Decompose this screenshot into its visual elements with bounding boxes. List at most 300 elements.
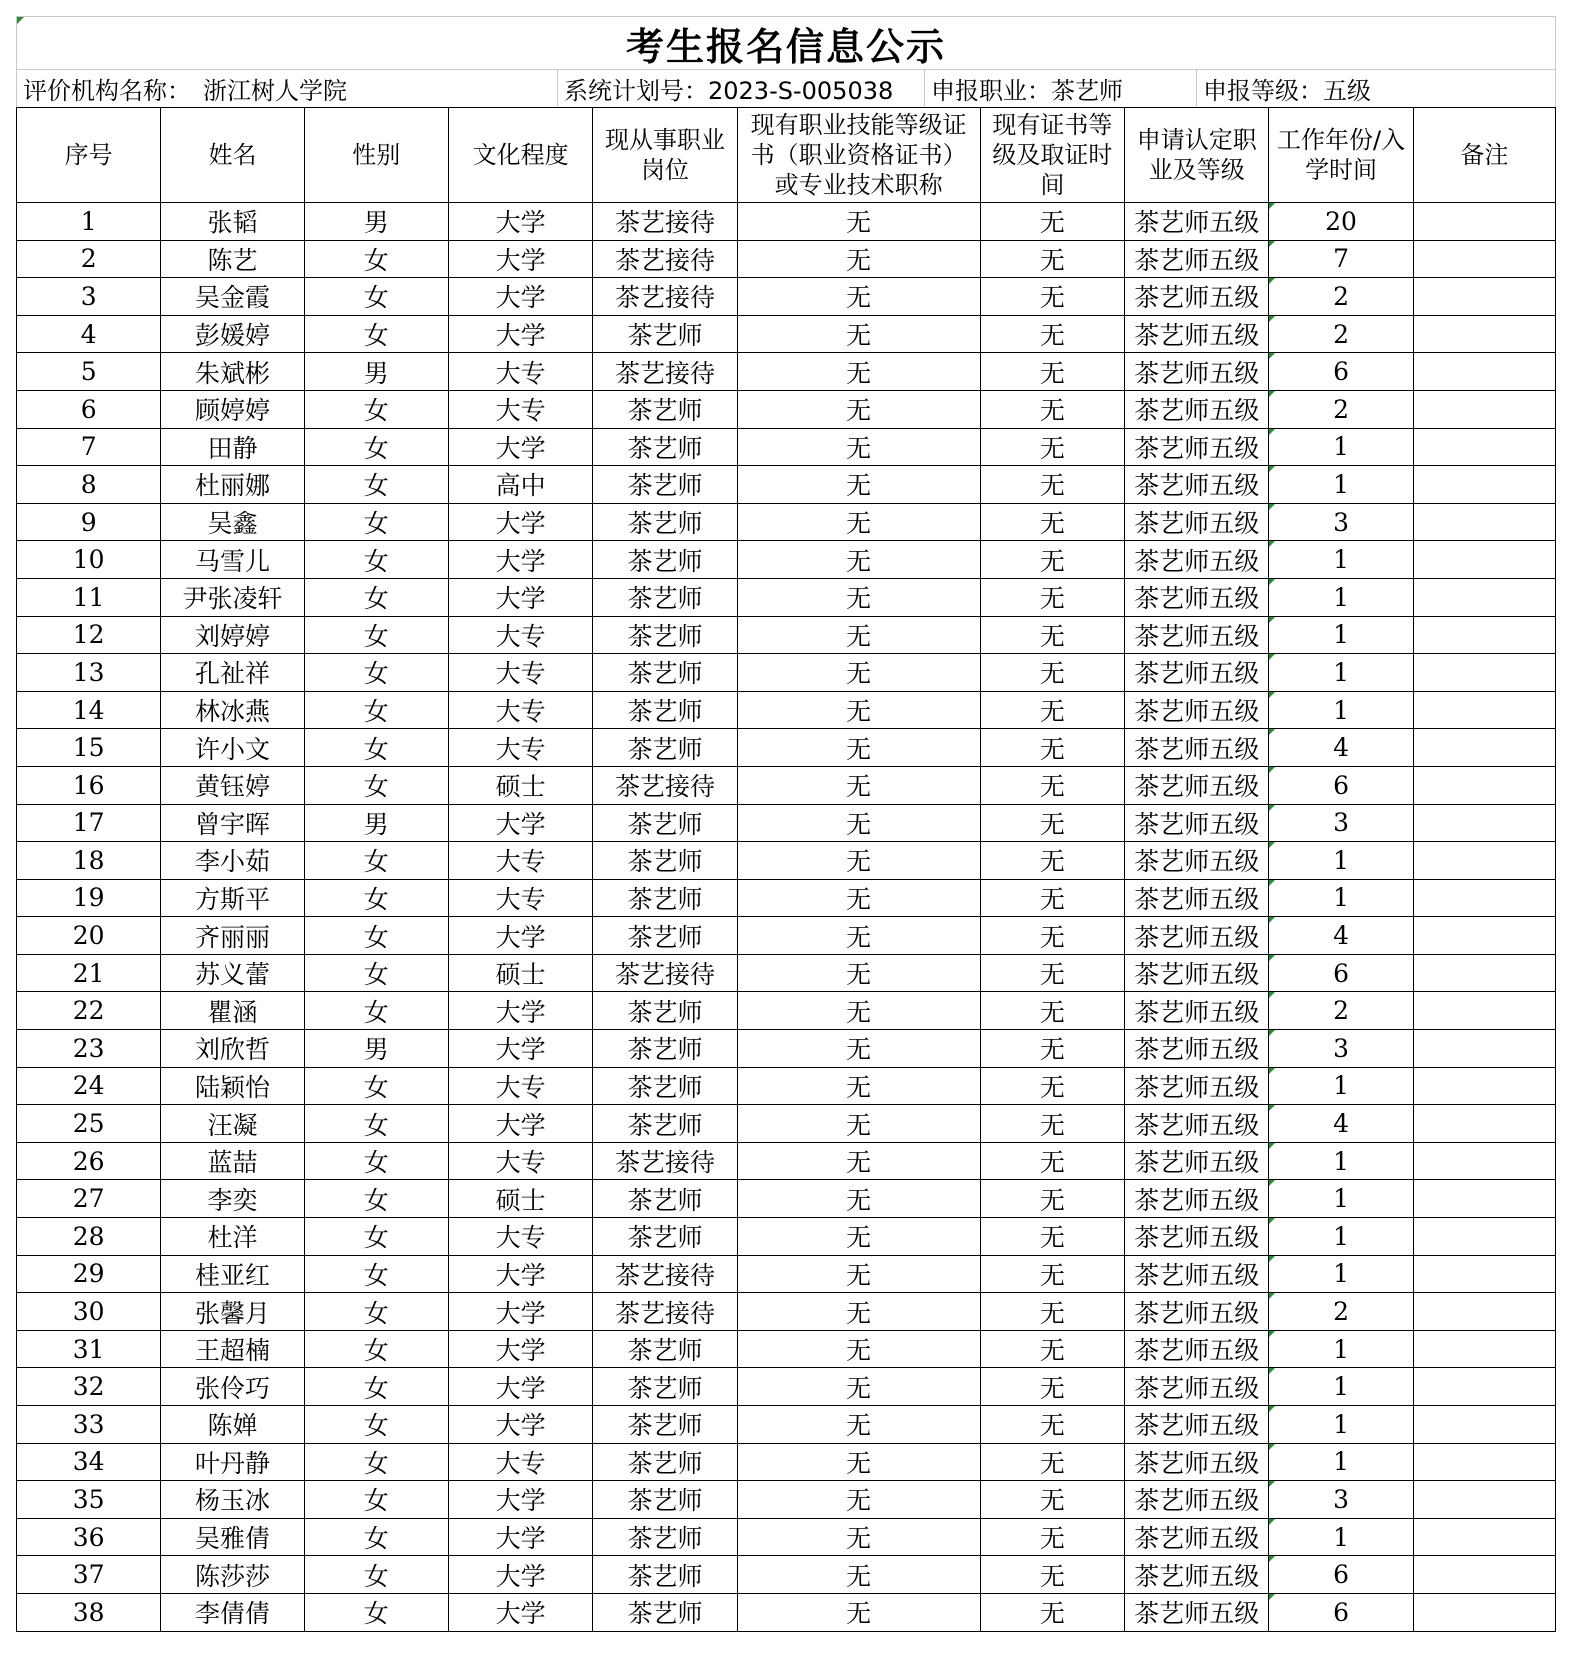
cell-gender[interactable]: 女 <box>304 428 448 466</box>
header-apply-level[interactable]: 申请认定职业及等级 <box>1125 108 1269 203</box>
cell-gender[interactable]: 女 <box>304 1518 448 1556</box>
cell-cert-level-time[interactable]: 无 <box>980 1067 1124 1105</box>
cell-index[interactable]: 36 <box>17 1518 161 1556</box>
cell-position[interactable]: 茶艺接待 <box>593 203 737 241</box>
cell-cert-level-time[interactable]: 无 <box>980 804 1124 842</box>
cell-index[interactable]: 15 <box>17 729 161 767</box>
cell-years[interactable]: 2 <box>1269 390 1413 428</box>
cell-index[interactable]: 38 <box>17 1593 161 1631</box>
cell-gender[interactable]: 女 <box>304 691 448 729</box>
cell-gender[interactable]: 男 <box>304 1030 448 1068</box>
cell-index[interactable]: 35 <box>17 1481 161 1519</box>
cell-apply-level[interactable]: 茶艺师五级 <box>1125 1518 1269 1556</box>
cell-gender[interactable]: 男 <box>304 203 448 241</box>
cell-gender[interactable]: 女 <box>304 766 448 804</box>
cell-remarks[interactable] <box>1413 842 1555 880</box>
cell-position[interactable]: 茶艺师 <box>593 842 737 880</box>
cell-remarks[interactable] <box>1413 1443 1555 1481</box>
cell-name[interactable]: 陈莎莎 <box>161 1556 304 1594</box>
cell-cert-level-time[interactable]: 无 <box>980 315 1124 353</box>
cell-apply-level[interactable]: 茶艺师五级 <box>1125 1481 1269 1519</box>
cell-education[interactable]: 大专 <box>448 691 592 729</box>
cell-remarks[interactable] <box>1413 691 1555 729</box>
cell-index[interactable]: 16 <box>17 766 161 804</box>
cell-remarks[interactable] <box>1413 428 1555 466</box>
cell-remarks[interactable] <box>1413 1556 1555 1594</box>
cell-gender[interactable]: 女 <box>304 842 448 880</box>
cell-education[interactable]: 大专 <box>448 879 592 917</box>
cell-position[interactable]: 茶艺接待 <box>593 353 737 391</box>
cell-apply-level[interactable]: 茶艺师五级 <box>1125 1330 1269 1368</box>
cell-index[interactable]: 13 <box>17 654 161 692</box>
cell-index[interactable]: 9 <box>17 503 161 541</box>
cell-cert-level-time[interactable]: 无 <box>980 992 1124 1030</box>
cell-education[interactable]: 大学 <box>448 1030 592 1068</box>
cell-index[interactable]: 14 <box>17 691 161 729</box>
cell-index[interactable]: 30 <box>17 1293 161 1331</box>
cell-education[interactable]: 硕士 <box>448 954 592 992</box>
cell-position[interactable]: 茶艺师 <box>593 654 737 692</box>
cell-education[interactable]: 硕士 <box>448 766 592 804</box>
cell-position[interactable]: 茶艺接待 <box>593 954 737 992</box>
cell-apply-level[interactable]: 茶艺师五级 <box>1125 654 1269 692</box>
cell-cert-level-time[interactable]: 无 <box>980 578 1124 616</box>
cell-cert-level-time[interactable]: 无 <box>980 1218 1124 1256</box>
cell-certificate[interactable]: 无 <box>737 1406 980 1444</box>
cell-apply-level[interactable]: 茶艺师五级 <box>1125 278 1269 316</box>
cell-years[interactable]: 1 <box>1269 428 1413 466</box>
cell-years[interactable]: 4 <box>1269 1105 1413 1143</box>
cell-remarks[interactable] <box>1413 1218 1555 1256</box>
cell-position[interactable]: 茶艺师 <box>593 578 737 616</box>
cell-apply-level[interactable]: 茶艺师五级 <box>1125 1368 1269 1406</box>
cell-certificate[interactable]: 无 <box>737 1105 980 1143</box>
cell-apply-level[interactable]: 茶艺师五级 <box>1125 1067 1269 1105</box>
cell-remarks[interactable] <box>1413 503 1555 541</box>
header-cert-level-time[interactable]: 现有证书等级及取证时间 <box>980 108 1124 203</box>
cell-education[interactable]: 大学 <box>448 428 592 466</box>
level-cell[interactable]: 申报等级：五级 <box>1203 77 1371 105</box>
cell-apply-level[interactable]: 茶艺师五级 <box>1125 917 1269 955</box>
cell-education[interactable]: 大专 <box>448 654 592 692</box>
cell-certificate[interactable]: 无 <box>737 1067 980 1105</box>
cell-certificate[interactable]: 无 <box>737 1593 980 1631</box>
cell-certificate[interactable]: 无 <box>737 1142 980 1180</box>
cell-gender[interactable]: 女 <box>304 1180 448 1218</box>
cell-position[interactable]: 茶艺接待 <box>593 766 737 804</box>
cell-certificate[interactable]: 无 <box>737 315 980 353</box>
cell-remarks[interactable] <box>1413 1481 1555 1519</box>
cell-years[interactable]: 4 <box>1269 729 1413 767</box>
cell-gender[interactable]: 女 <box>304 954 448 992</box>
cell-gender[interactable]: 女 <box>304 992 448 1030</box>
cell-name[interactable]: 方斯平 <box>161 879 304 917</box>
cell-education[interactable]: 大学 <box>448 1406 592 1444</box>
cell-cert-level-time[interactable]: 无 <box>980 1293 1124 1331</box>
cell-certificate[interactable]: 无 <box>737 729 980 767</box>
cell-position[interactable]: 茶艺师 <box>593 1067 737 1105</box>
cell-years[interactable]: 6 <box>1269 353 1413 391</box>
cell-certificate[interactable]: 无 <box>737 428 980 466</box>
cell-remarks[interactable] <box>1413 1142 1555 1180</box>
cell-gender[interactable]: 女 <box>304 503 448 541</box>
cell-years[interactable]: 7 <box>1269 240 1413 278</box>
cell-name[interactable]: 顾婷婷 <box>161 390 304 428</box>
cell-cert-level-time[interactable]: 无 <box>980 1255 1124 1293</box>
cell-education[interactable]: 大学 <box>448 1518 592 1556</box>
cell-name[interactable]: 李小茹 <box>161 842 304 880</box>
cell-years[interactable]: 1 <box>1269 1443 1413 1481</box>
cell-apply-level[interactable]: 茶艺师五级 <box>1125 1142 1269 1180</box>
cell-years[interactable]: 1 <box>1269 842 1413 880</box>
cell-cert-level-time[interactable]: 无 <box>980 466 1124 504</box>
cell-gender[interactable]: 女 <box>304 1481 448 1519</box>
cell-certificate[interactable]: 无 <box>737 390 980 428</box>
cell-certificate[interactable]: 无 <box>737 203 980 241</box>
cell-remarks[interactable] <box>1413 1067 1555 1105</box>
cell-name[interactable]: 吴鑫 <box>161 503 304 541</box>
cell-education[interactable]: 大专 <box>448 353 592 391</box>
cell-position[interactable]: 茶艺师 <box>593 503 737 541</box>
cell-gender[interactable]: 女 <box>304 1556 448 1594</box>
cell-certificate[interactable]: 无 <box>737 278 980 316</box>
cell-index[interactable]: 3 <box>17 278 161 316</box>
cell-name[interactable]: 刘婷婷 <box>161 616 304 654</box>
cell-education[interactable]: 大专 <box>448 1142 592 1180</box>
cell-index[interactable]: 10 <box>17 541 161 579</box>
cell-apply-level[interactable]: 茶艺师五级 <box>1125 390 1269 428</box>
cell-position[interactable]: 茶艺师 <box>593 804 737 842</box>
cell-remarks[interactable] <box>1413 578 1555 616</box>
cell-index[interactable]: 18 <box>17 842 161 880</box>
cell-remarks[interactable] <box>1413 1293 1555 1331</box>
cell-certificate[interactable]: 无 <box>737 503 980 541</box>
cell-remarks[interactable] <box>1413 466 1555 504</box>
cell-apply-level[interactable]: 茶艺师五级 <box>1125 1255 1269 1293</box>
cell-education[interactable]: 大学 <box>448 578 592 616</box>
cell-certificate[interactable]: 无 <box>737 1218 980 1256</box>
cell-education[interactable]: 大专 <box>448 1067 592 1105</box>
cell-education[interactable]: 大专 <box>448 1443 592 1481</box>
cell-apply-level[interactable]: 茶艺师五级 <box>1125 353 1269 391</box>
cell-certificate[interactable]: 无 <box>737 1180 980 1218</box>
cell-years[interactable]: 6 <box>1269 954 1413 992</box>
cell-gender[interactable]: 女 <box>304 541 448 579</box>
cell-education[interactable]: 大学 <box>448 503 592 541</box>
cell-cert-level-time[interactable]: 无 <box>980 1330 1124 1368</box>
cell-gender[interactable]: 女 <box>304 1443 448 1481</box>
cell-cert-level-time[interactable]: 无 <box>980 1030 1124 1068</box>
cell-index[interactable]: 5 <box>17 353 161 391</box>
cell-certificate[interactable]: 无 <box>737 1293 980 1331</box>
cell-years[interactable]: 3 <box>1269 804 1413 842</box>
cell-remarks[interactable] <box>1413 729 1555 767</box>
cell-index[interactable]: 23 <box>17 1030 161 1068</box>
cell-cert-level-time[interactable]: 无 <box>980 353 1124 391</box>
cell-cert-level-time[interactable]: 无 <box>980 1105 1124 1143</box>
header-name[interactable]: 姓名 <box>161 108 304 203</box>
cell-position[interactable]: 茶艺接待 <box>593 1255 737 1293</box>
cell-position[interactable]: 茶艺师 <box>593 1180 737 1218</box>
cell-years[interactable]: 1 <box>1269 578 1413 616</box>
cell-position[interactable]: 茶艺师 <box>593 1218 737 1256</box>
cell-apply-level[interactable]: 茶艺师五级 <box>1125 203 1269 241</box>
cell-apply-level[interactable]: 茶艺师五级 <box>1125 1030 1269 1068</box>
cell-apply-level[interactable]: 茶艺师五级 <box>1125 879 1269 917</box>
cell-position[interactable]: 茶艺师 <box>593 428 737 466</box>
cell-education[interactable]: 大学 <box>448 1481 592 1519</box>
cell-cert-level-time[interactable]: 无 <box>980 1368 1124 1406</box>
cell-gender[interactable]: 女 <box>304 1255 448 1293</box>
cell-remarks[interactable] <box>1413 616 1555 654</box>
cell-apply-level[interactable]: 茶艺师五级 <box>1125 691 1269 729</box>
occupation-cell[interactable]: 申报职业：茶艺师 <box>925 70 1197 107</box>
cell-position[interactable]: 茶艺师 <box>593 879 737 917</box>
cell-position[interactable]: 茶艺师 <box>593 917 737 955</box>
cell-apply-level[interactable]: 茶艺师五级 <box>1125 1443 1269 1481</box>
cell-name[interactable]: 刘欣哲 <box>161 1030 304 1068</box>
cell-name[interactable]: 张伶巧 <box>161 1368 304 1406</box>
cell-gender[interactable]: 女 <box>304 1406 448 1444</box>
cell-position[interactable]: 茶艺师 <box>593 466 737 504</box>
cell-remarks[interactable] <box>1413 1593 1555 1631</box>
cell-gender[interactable]: 女 <box>304 729 448 767</box>
cell-name[interactable]: 吴雅倩 <box>161 1518 304 1556</box>
cell-cert-level-time[interactable]: 无 <box>980 954 1124 992</box>
cell-position[interactable]: 茶艺师 <box>593 691 737 729</box>
cell-years[interactable]: 6 <box>1269 1556 1413 1594</box>
cell-remarks[interactable] <box>1413 954 1555 992</box>
cell-years[interactable]: 3 <box>1269 503 1413 541</box>
cell-years[interactable]: 1 <box>1269 1067 1413 1105</box>
cell-education[interactable]: 大学 <box>448 240 592 278</box>
cell-education[interactable]: 大学 <box>448 1556 592 1594</box>
cell-education[interactable]: 大学 <box>448 804 592 842</box>
cell-remarks[interactable] <box>1413 1180 1555 1218</box>
cell-position[interactable]: 茶艺师 <box>593 1593 737 1631</box>
cell-apply-level[interactable]: 茶艺师五级 <box>1125 541 1269 579</box>
cell-education[interactable]: 大专 <box>448 390 592 428</box>
cell-apply-level[interactable]: 茶艺师五级 <box>1125 1293 1269 1331</box>
cell-remarks[interactable] <box>1413 1518 1555 1556</box>
cell-years[interactable]: 2 <box>1269 315 1413 353</box>
cell-index[interactable]: 20 <box>17 917 161 955</box>
cell-apply-level[interactable]: 茶艺师五级 <box>1125 466 1269 504</box>
cell-education[interactable]: 大学 <box>448 917 592 955</box>
header-education[interactable]: 文化程度 <box>448 108 592 203</box>
cell-apply-level[interactable]: 茶艺师五级 <box>1125 1406 1269 1444</box>
cell-certificate[interactable]: 无 <box>737 541 980 579</box>
cell-position[interactable]: 茶艺师 <box>593 315 737 353</box>
cell-index[interactable]: 26 <box>17 1142 161 1180</box>
cell-remarks[interactable] <box>1413 390 1555 428</box>
cell-education[interactable]: 大专 <box>448 729 592 767</box>
cell-apply-level[interactable]: 茶艺师五级 <box>1125 1105 1269 1143</box>
cell-index[interactable]: 22 <box>17 992 161 1030</box>
cell-certificate[interactable]: 无 <box>737 1255 980 1293</box>
cell-certificate[interactable]: 无 <box>737 691 980 729</box>
cell-certificate[interactable]: 无 <box>737 879 980 917</box>
cell-certificate[interactable]: 无 <box>737 1518 980 1556</box>
cell-cert-level-time[interactable]: 无 <box>980 541 1124 579</box>
cell-cert-level-time[interactable]: 无 <box>980 1443 1124 1481</box>
cell-years[interactable]: 3 <box>1269 1481 1413 1519</box>
cell-gender[interactable]: 女 <box>304 578 448 616</box>
cell-position[interactable]: 茶艺师 <box>593 729 737 767</box>
cell-name[interactable]: 齐丽丽 <box>161 917 304 955</box>
cell-remarks[interactable] <box>1413 1105 1555 1143</box>
cell-education[interactable]: 大学 <box>448 1293 592 1331</box>
cell-position[interactable]: 茶艺师 <box>593 1443 737 1481</box>
cell-name[interactable]: 汪凝 <box>161 1105 304 1143</box>
cell-index[interactable]: 33 <box>17 1406 161 1444</box>
cell-gender[interactable]: 女 <box>304 1218 448 1256</box>
header-years[interactable]: 工作年份/入学时间 <box>1269 108 1413 203</box>
cell-name[interactable]: 林冰燕 <box>161 691 304 729</box>
header-position[interactable]: 现从事职业岗位 <box>593 108 737 203</box>
cell-remarks[interactable] <box>1413 1255 1555 1293</box>
cell-index[interactable]: 32 <box>17 1368 161 1406</box>
cell-cert-level-time[interactable]: 无 <box>980 729 1124 767</box>
cell-position[interactable]: 茶艺师 <box>593 616 737 654</box>
cell-cert-level-time[interactable]: 无 <box>980 203 1124 241</box>
cell-cert-level-time[interactable]: 无 <box>980 1142 1124 1180</box>
cell-position[interactable]: 茶艺师 <box>593 390 737 428</box>
cell-education[interactable]: 大学 <box>448 315 592 353</box>
cell-remarks[interactable] <box>1413 1406 1555 1444</box>
cell-certificate[interactable]: 无 <box>737 1443 980 1481</box>
cell-years[interactable]: 3 <box>1269 1030 1413 1068</box>
cell-remarks[interactable] <box>1413 766 1555 804</box>
cell-position[interactable]: 茶艺接待 <box>593 1293 737 1331</box>
cell-index[interactable]: 6 <box>17 390 161 428</box>
cell-cert-level-time[interactable]: 无 <box>980 278 1124 316</box>
cell-certificate[interactable]: 无 <box>737 578 980 616</box>
cell-gender[interactable]: 男 <box>304 804 448 842</box>
cell-cert-level-time[interactable]: 无 <box>980 428 1124 466</box>
cell-position[interactable]: 茶艺师 <box>593 1030 737 1068</box>
cell-name[interactable]: 杨玉冰 <box>161 1481 304 1519</box>
cell-cert-level-time[interactable]: 无 <box>980 616 1124 654</box>
cell-gender[interactable]: 男 <box>304 353 448 391</box>
cell-position[interactable]: 茶艺师 <box>593 1481 737 1519</box>
cell-remarks[interactable] <box>1413 654 1555 692</box>
cell-years[interactable]: 1 <box>1269 1218 1413 1256</box>
cell-remarks[interactable] <box>1413 804 1555 842</box>
cell-education[interactable]: 大学 <box>448 1368 592 1406</box>
cell-certificate[interactable]: 无 <box>737 1556 980 1594</box>
cell-cert-level-time[interactable]: 无 <box>980 1406 1124 1444</box>
cell-apply-level[interactable]: 茶艺师五级 <box>1125 240 1269 278</box>
cell-index[interactable]: 17 <box>17 804 161 842</box>
cell-apply-level[interactable]: 茶艺师五级 <box>1125 1180 1269 1218</box>
org-cell[interactable]: 评价机构名称： 浙江树人学院 <box>17 70 558 107</box>
cell-cert-level-time[interactable]: 无 <box>980 240 1124 278</box>
cell-remarks[interactable] <box>1413 992 1555 1030</box>
cell-years[interactable]: 4 <box>1269 917 1413 955</box>
cell-apply-level[interactable]: 茶艺师五级 <box>1125 1556 1269 1594</box>
cell-gender[interactable]: 女 <box>304 1067 448 1105</box>
cell-education[interactable]: 高中 <box>448 466 592 504</box>
cell-position[interactable]: 茶艺师 <box>593 1518 737 1556</box>
cell-position[interactable]: 茶艺师 <box>593 1368 737 1406</box>
cell-apply-level[interactable]: 茶艺师五级 <box>1125 804 1269 842</box>
cell-years[interactable]: 1 <box>1269 691 1413 729</box>
cell-name[interactable]: 孔祉祥 <box>161 654 304 692</box>
cell-name[interactable]: 李奕 <box>161 1180 304 1218</box>
cell-index[interactable]: 2 <box>17 240 161 278</box>
cell-position[interactable]: 茶艺师 <box>593 1105 737 1143</box>
cell-certificate[interactable]: 无 <box>737 616 980 654</box>
cell-position[interactable]: 茶艺师 <box>593 541 737 579</box>
cell-education[interactable]: 大学 <box>448 1593 592 1631</box>
cell-education[interactable]: 大专 <box>448 1218 592 1256</box>
cell-years[interactable]: 1 <box>1269 1406 1413 1444</box>
cell-certificate[interactable]: 无 <box>737 1030 980 1068</box>
cell-name[interactable]: 张韬 <box>161 203 304 241</box>
cell-name[interactable]: 彭媛婷 <box>161 315 304 353</box>
cell-index[interactable]: 24 <box>17 1067 161 1105</box>
cell-certificate[interactable]: 无 <box>737 353 980 391</box>
cell-gender[interactable]: 女 <box>304 1593 448 1631</box>
cell-index[interactable]: 21 <box>17 954 161 992</box>
cell-certificate[interactable]: 无 <box>737 1481 980 1519</box>
cell-certificate[interactable]: 无 <box>737 466 980 504</box>
cell-years[interactable]: 20 <box>1269 203 1413 241</box>
cell-certificate[interactable]: 无 <box>737 954 980 992</box>
cell-years[interactable]: 6 <box>1269 1593 1413 1631</box>
cell-gender[interactable]: 女 <box>304 1293 448 1331</box>
cell-years[interactable]: 1 <box>1269 1330 1413 1368</box>
cell-gender[interactable]: 女 <box>304 616 448 654</box>
cell-certificate[interactable]: 无 <box>737 992 980 1030</box>
cell-remarks[interactable] <box>1413 240 1555 278</box>
cell-name[interactable]: 杜丽娜 <box>161 466 304 504</box>
cell-gender[interactable]: 女 <box>304 879 448 917</box>
cell-name[interactable]: 马雪儿 <box>161 541 304 579</box>
cell-gender[interactable]: 女 <box>304 240 448 278</box>
cell-index[interactable]: 7 <box>17 428 161 466</box>
cell-remarks[interactable] <box>1413 1330 1555 1368</box>
cell-years[interactable]: 1 <box>1269 1180 1413 1218</box>
cell-education[interactable]: 大专 <box>448 616 592 654</box>
cell-name[interactable]: 许小文 <box>161 729 304 767</box>
cell-index[interactable]: 25 <box>17 1105 161 1143</box>
cell-apply-level[interactable]: 茶艺师五级 <box>1125 1593 1269 1631</box>
cell-cert-level-time[interactable]: 无 <box>980 917 1124 955</box>
cell-years[interactable]: 1 <box>1269 1255 1413 1293</box>
cell-cert-level-time[interactable]: 无 <box>980 1481 1124 1519</box>
cell-apply-level[interactable]: 茶艺师五级 <box>1125 616 1269 654</box>
cell-years[interactable]: 1 <box>1269 541 1413 579</box>
cell-index[interactable]: 31 <box>17 1330 161 1368</box>
cell-remarks[interactable] <box>1413 1030 1555 1068</box>
cell-education[interactable]: 大学 <box>448 541 592 579</box>
cell-education[interactable]: 大学 <box>448 1330 592 1368</box>
cell-remarks[interactable] <box>1413 917 1555 955</box>
cell-apply-level[interactable]: 茶艺师五级 <box>1125 428 1269 466</box>
cell-gender[interactable]: 女 <box>304 917 448 955</box>
cell-apply-level[interactable]: 茶艺师五级 <box>1125 992 1269 1030</box>
cell-name[interactable]: 叶丹静 <box>161 1443 304 1481</box>
cell-position[interactable]: 茶艺接待 <box>593 278 737 316</box>
cell-apply-level[interactable]: 茶艺师五级 <box>1125 503 1269 541</box>
cell-apply-level[interactable]: 茶艺师五级 <box>1125 1218 1269 1256</box>
title-cell[interactable] <box>16 16 1556 69</box>
cell-cert-level-time[interactable]: 无 <box>980 842 1124 880</box>
header-index[interactable]: 序号 <box>17 108 161 203</box>
cell-apply-level[interactable]: 茶艺师五级 <box>1125 729 1269 767</box>
